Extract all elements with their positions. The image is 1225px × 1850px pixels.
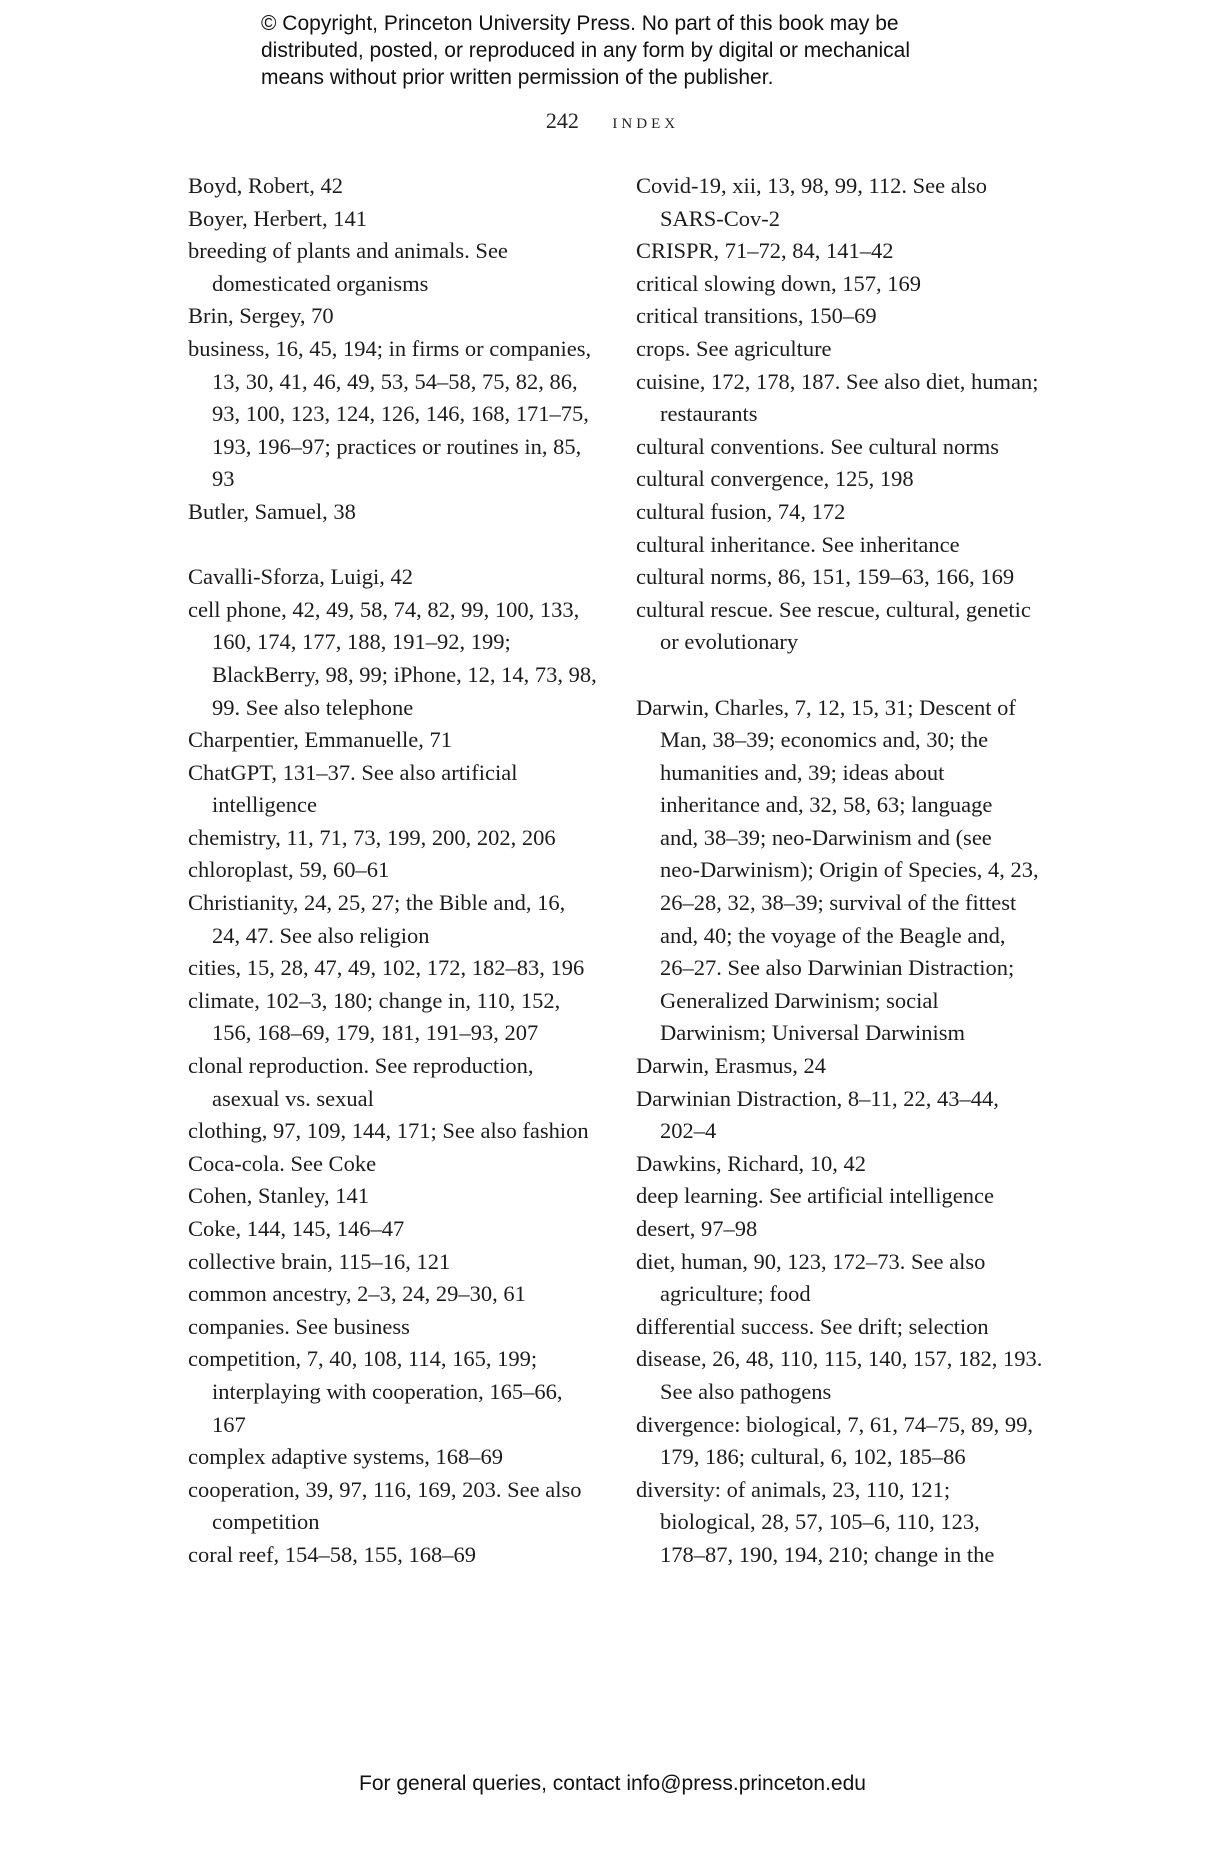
index-line: crops. See agriculture: [636, 335, 832, 361]
section-gap: [636, 659, 1056, 692]
section-title: index: [612, 108, 680, 133]
index-line: cultural convergence, 125, 198: [636, 466, 914, 492]
index-line: cultural norms, 86, 151, 159–63, 166, 169: [636, 564, 1015, 590]
index-line: and, 40; the voyage of the Beagle and,: [660, 922, 1006, 948]
index-line: CRISPR, 71–72, 84, 141–42: [636, 238, 894, 264]
index-line: divergence: biological, 7, 61, 74–75, 89, 99,: [636, 1411, 1034, 1437]
index-line: cooperation, 39, 97, 116, 169, 203. See also: [188, 1476, 582, 1502]
index-line: SARS-Cov-2: [660, 205, 781, 231]
index-line: 178–87, 190, 194, 210; change in the: [660, 1541, 995, 1567]
index-line: 193, 196–97; practices or routines in, 85,: [212, 433, 582, 459]
index-line: Darwin, Erasmus, 24: [636, 1053, 826, 1079]
index-line: 13, 30, 41, 46, 49, 53, 54–58, 75, 82, 86,: [212, 368, 578, 394]
index-line: Darwinism; Universal Darwinism: [660, 1020, 965, 1046]
copyright-line: © Copyright, Princeton University Press. No part of this book may be: [261, 12, 899, 35]
index-line: climate, 102–3, 180; change in, 110, 152,: [188, 987, 561, 1013]
index-line: diet, human, 90, 123, 172–73. See also: [636, 1248, 986, 1274]
index-line: critical transitions, 150–69: [636, 303, 877, 329]
index-line: and, 38–39; neo-Darwinism and (see: [660, 824, 992, 850]
index-line: Darwin, Charles, 7, 12, 15, 31; Descent of: [636, 694, 1016, 720]
index-line: Brin, Sergey, 70: [188, 303, 334, 329]
index-line: chloroplast, 59, 60–61: [188, 857, 390, 883]
running-head: [0, 108, 1225, 134]
index-line: breeding of plants and animals. See: [188, 238, 508, 264]
index-line: See also pathogens: [660, 1378, 832, 1404]
index-line: competition: [212, 1509, 320, 1535]
index-line: desert, 97–98: [636, 1216, 758, 1241]
index-line: cities, 15, 28, 47, 49, 102, 172, 182–83, 196: [188, 955, 585, 981]
index-line: 99. See also telephone: [212, 694, 414, 720]
index-line: Boyer, Herbert, 141: [188, 205, 368, 231]
index-line: cell phone, 42, 49, 58, 74, 82, 99, 100, 133,: [188, 596, 580, 622]
index-column-left: [188, 170, 608, 1572]
index-line: chemistry, 11, 71, 73, 199, 200, 202, 206: [188, 824, 556, 850]
index-line: 93: [212, 466, 235, 492]
copyright-notice: [261, 10, 981, 91]
index-line: common ancestry, 2–3, 24, 29–30, 61: [188, 1281, 526, 1307]
copyright-line: means without prior written permission of the publisher.: [261, 66, 774, 89]
index-line: Coke, 144, 145, 146–47: [188, 1216, 405, 1241]
index-line: 160, 174, 177, 188, 191–92, 199;: [212, 629, 511, 655]
index-line: deep learning. See artificial intelligence: [636, 1183, 994, 1209]
index-line: BlackBerry, 98, 99; iPhone, 12, 14, 73, 98,: [212, 661, 597, 687]
index-line: 26–27. See also Darwinian Distraction;: [660, 955, 1015, 981]
index-line: Man, 38–39; economics and, 30; the: [660, 727, 989, 753]
index-line: 202–4: [660, 1118, 717, 1144]
index-line: disease, 26, 48, 110, 115, 140, 157, 182, 193.: [636, 1346, 1043, 1372]
index-line: Coca-cola. See Coke: [188, 1150, 377, 1176]
index-line: competition, 7, 40, 108, 114, 165, 199;: [188, 1346, 538, 1372]
index-line: cultural rescue. See rescue, cultural, genetic: [636, 596, 1031, 622]
index-line: critical slowing down, 157, 169: [636, 270, 921, 296]
index-line: Dawkins, Richard, 10, 42: [636, 1150, 866, 1176]
index-line: cultural conventions. See cultural norms: [636, 433, 1000, 459]
index-line: Cavalli-Sforza, Luigi, 42: [188, 564, 413, 590]
index-line: cultural fusion, 74, 172: [636, 498, 846, 524]
index-line: domesticated organisms: [212, 270, 429, 296]
index-line: asexual vs. sexual: [212, 1085, 374, 1111]
index-line: agriculture; food: [660, 1281, 811, 1307]
index-line: Darwinian Distraction, 8–11, 22, 43–44,: [636, 1085, 999, 1111]
index-line: Generalized Darwinism; social: [660, 987, 939, 1013]
index-line: differential success. See drift; selection: [636, 1313, 989, 1339]
index-line: business, 16, 45, 194; in firms or companies,: [188, 335, 592, 361]
copyright-line: distributed, posted, or reproduced in any form by digital or mechanical: [261, 39, 911, 62]
index-line: 179, 186; cultural, 6, 102, 185–86: [660, 1444, 966, 1470]
index-line: Butler, Samuel, 38: [188, 498, 356, 524]
index-line: cuisine, 172, 178, 187. See also diet, human;: [636, 368, 1039, 394]
section-gap: [188, 529, 608, 562]
index-line: diversity: of animals, 23, 110, 121;: [636, 1476, 951, 1502]
index-line: coral reef, 154–58, 155, 168–69: [188, 1541, 477, 1567]
index-line: restaurants: [660, 401, 758, 427]
index-line: 167: [212, 1411, 246, 1437]
index-line: ChatGPT, 131–37. See also artificial: [188, 759, 518, 785]
index-line: Boyd, Robert, 42: [188, 173, 343, 198]
index-line: collective brain, 115–16, 121: [188, 1248, 451, 1274]
index-line: interplaying with cooperation, 165–66,: [212, 1378, 563, 1404]
index-line: Cohen, Stanley, 141: [188, 1183, 370, 1209]
index-line: intelligence: [212, 792, 317, 818]
index-line: or evolutionary: [660, 629, 799, 655]
index-line: 93, 100, 123, 124, 126, 146, 168, 171–75,: [212, 401, 589, 427]
index-line: Charpentier, Emmanuelle, 71: [188, 727, 453, 753]
index-line: neo-Darwinism); Origin of Species, 4, 23,: [660, 857, 1039, 883]
page-number: 242: [545, 108, 579, 133]
contact-footer: For general queries, contact info@press.princeton.edu: [359, 1772, 866, 1795]
index-line: inheritance and, 32, 58, 63; language: [660, 792, 993, 818]
index-line: 156, 168–69, 179, 181, 191–93, 207: [212, 1020, 539, 1046]
index-line: 24, 47. See also religion: [212, 922, 430, 948]
index-line: Covid-19, xii, 13, 98, 99, 112. See also: [636, 173, 988, 198]
index-line: cultural inheritance. See inheritance: [636, 531, 960, 557]
index-line: clothing, 97, 109, 144, 171; See also fashion: [188, 1118, 589, 1144]
index-line: clonal reproduction. See reproduction,: [188, 1053, 534, 1079]
index-line: Christianity, 24, 25, 27; the Bible and, 16,: [188, 890, 566, 916]
index-line: humanities and, 39; ideas about: [660, 759, 945, 785]
index-line: 26–28, 32, 38–39; survival of the fittest: [660, 890, 1017, 916]
index-line: biological, 28, 57, 105–6, 110, 123,: [660, 1509, 980, 1535]
index-line: companies. See business: [188, 1313, 410, 1339]
index-line: complex adaptive systems, 168–69: [188, 1444, 503, 1470]
index-column-right: [636, 170, 1056, 1572]
